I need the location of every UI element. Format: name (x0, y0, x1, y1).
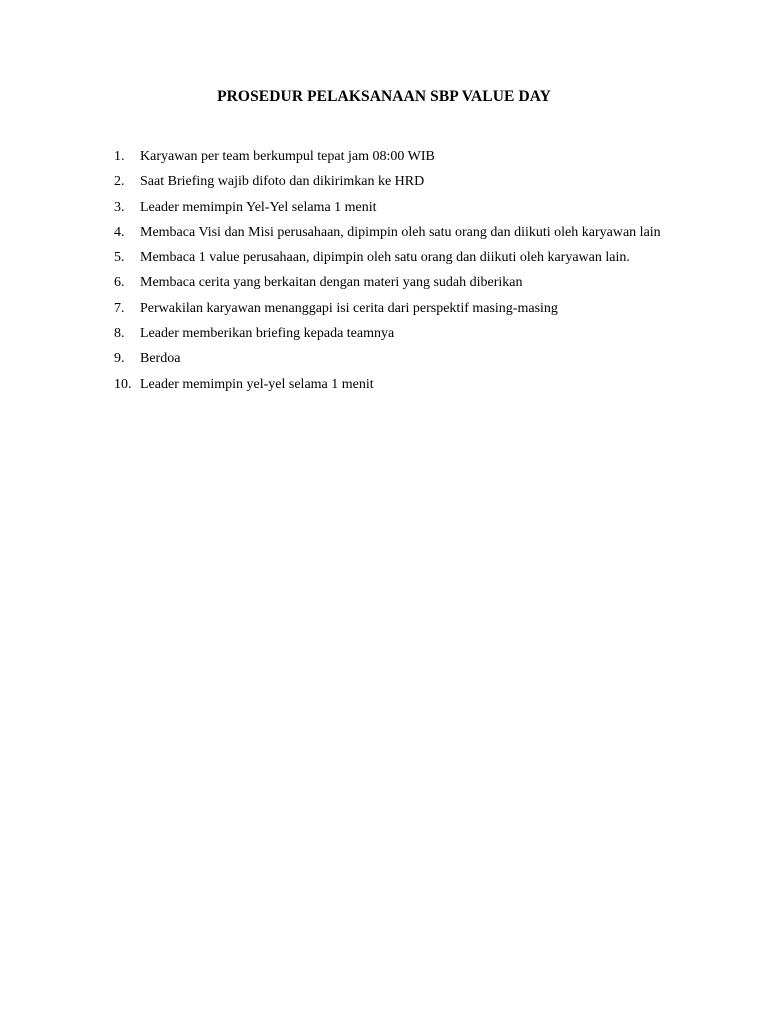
list-item-text: Leader memimpin yel-yel selama 1 menit (140, 376, 374, 392)
list-item-text: Perwakilan karyawan menanggapi isi cerita dari perspektif masing-masing (140, 300, 558, 316)
list-item-text: Berdoa (140, 351, 181, 367)
list-item (114, 169, 676, 194)
list-item-number: 3. (114, 199, 125, 215)
list-item-text: Membaca 1 value perusahaan, dipimpin oleh satu orang dan diikuti oleh karyawan lain. (140, 250, 630, 266)
procedure-list (114, 144, 676, 397)
list-item-text: Leader memberikan briefing kepada teamnya (140, 326, 395, 342)
list-item-number: 1. (114, 149, 125, 164)
list-item-number: 4. (114, 224, 125, 240)
list-item-text: Membaca Visi dan Misi perusahaan, dipimpin oleh satu orang dan diikuti oleh karyawan lain (140, 224, 661, 240)
list-item-text: Karyawan per team berkumpul tepat jam 08:00 WIB (140, 149, 435, 164)
list-item-text: Leader memimpin Yel-Yel selama 1 menit (140, 199, 377, 215)
list-item-number: 8. (114, 326, 125, 342)
list-item (114, 372, 676, 397)
list-item-text: Saat Briefing wajib difoto dan dikirimkan ke HRD (140, 174, 425, 190)
list-item-number: 5. (114, 250, 125, 266)
list-item (114, 346, 676, 371)
list-item (114, 245, 676, 270)
list-item-text: Membaca cerita yang berkaitan dengan materi yang sudah diberikan (140, 275, 523, 291)
list-item-number: 2. (114, 174, 125, 190)
list-item (114, 270, 676, 295)
list-item-number: 10. (114, 376, 132, 392)
list-item (114, 321, 676, 346)
list-item (114, 144, 676, 169)
list-item (114, 296, 676, 321)
list-item-number: 7. (114, 300, 125, 316)
list-item (114, 195, 676, 220)
list-item-number: 9. (114, 351, 125, 367)
list-item (114, 220, 676, 245)
document-title: PROSEDUR PELAKSANAAN SBP VALUE DAY (217, 88, 551, 105)
list-item-number: 6. (114, 275, 125, 291)
